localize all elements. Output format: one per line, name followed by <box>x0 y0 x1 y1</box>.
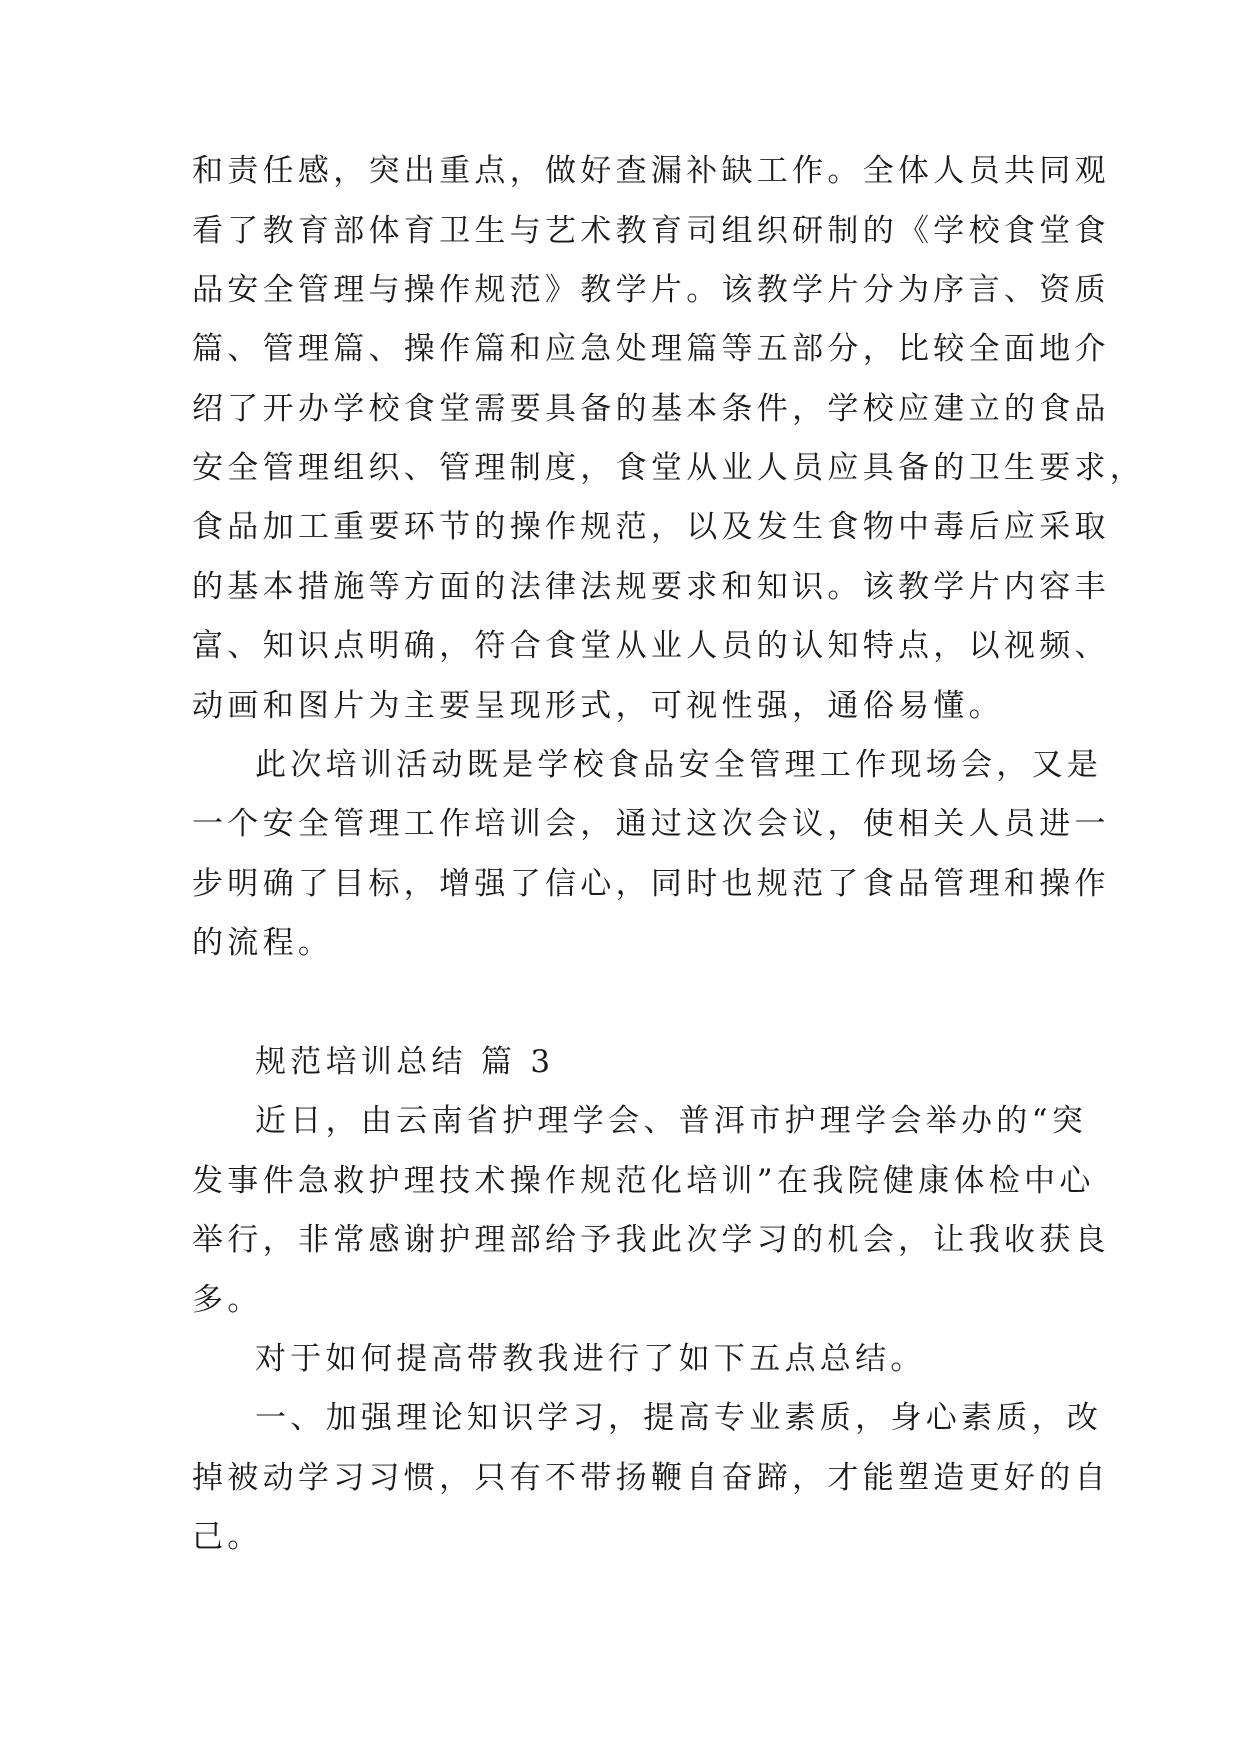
text-line: 看了教育部体育卫生与艺术教育司组织研制的《学校食堂食 <box>192 213 1110 249</box>
paragraph-start-line: 对于如何提高带教我进行了如下五点总结。 <box>255 1341 926 1377</box>
text-line: 步明确了目标，增强了信心，同时也规范了食品管理和操作 <box>192 866 1110 902</box>
text-line: 品安全管理与操作规范》教学片。该教学片分为序言、资质 <box>192 272 1110 308</box>
text-line: 绍了开办学校食堂需要具备的基本条件，学校应建立的食品 <box>192 391 1110 427</box>
paragraph-start-line: 一、加强理论知识学习，提高专业素质，身心素质，改 <box>255 1400 1103 1436</box>
section-heading: 规范培训总结 篇 3 <box>255 1044 555 1080</box>
text-line: 的基本措施等方面的法律法规要求和知识。该教学片内容丰 <box>192 569 1110 605</box>
text-line: 的流程。 <box>192 925 334 961</box>
paragraph-start-line: 近日，由云南省护理学会、普洱市护理学会举办的“突 <box>255 1103 1088 1139</box>
text-line: 安全管理组织、管理制度，食堂从业人员应具备的卫生要求， <box>192 450 1146 486</box>
text-line: 多。 <box>192 1282 263 1318</box>
text-line: 发事件急救护理技术操作规范化培训”在我院健康体检中心 <box>192 1163 1095 1199</box>
text-line: 食品加工重要环节的操作规范，以及发生食物中毒后应采取 <box>192 509 1110 545</box>
text-line: 篇、管理篇、操作篇和应急处理篇等五部分，比较全面地介 <box>192 331 1110 367</box>
text-line: 动画和图片为主要呈现形式，可视性强，通俗易懂。 <box>192 688 1004 724</box>
text-line: 掉被动学习习惯，只有不带扬鞭自奋蹄，才能塑造更好的自 <box>192 1460 1110 1496</box>
text-line: 富、知识点明确，符合食堂从业人员的认知特点，以视频、 <box>192 628 1110 664</box>
text-line: 举行，非常感谢护理部给予我此次学习的机会，让我收获良 <box>192 1222 1110 1258</box>
paragraph-start-line: 此次培训活动既是学校食品安全管理工作现场会，又是 <box>255 747 1103 783</box>
text-line: 一个安全管理工作培训会，通过这次会议，使相关人员进一 <box>192 806 1110 842</box>
text-line: 己。 <box>192 1519 263 1555</box>
text-line: 和责任感，突出重点，做好查漏补缺工作。全体人员共同观 <box>192 153 1110 189</box>
